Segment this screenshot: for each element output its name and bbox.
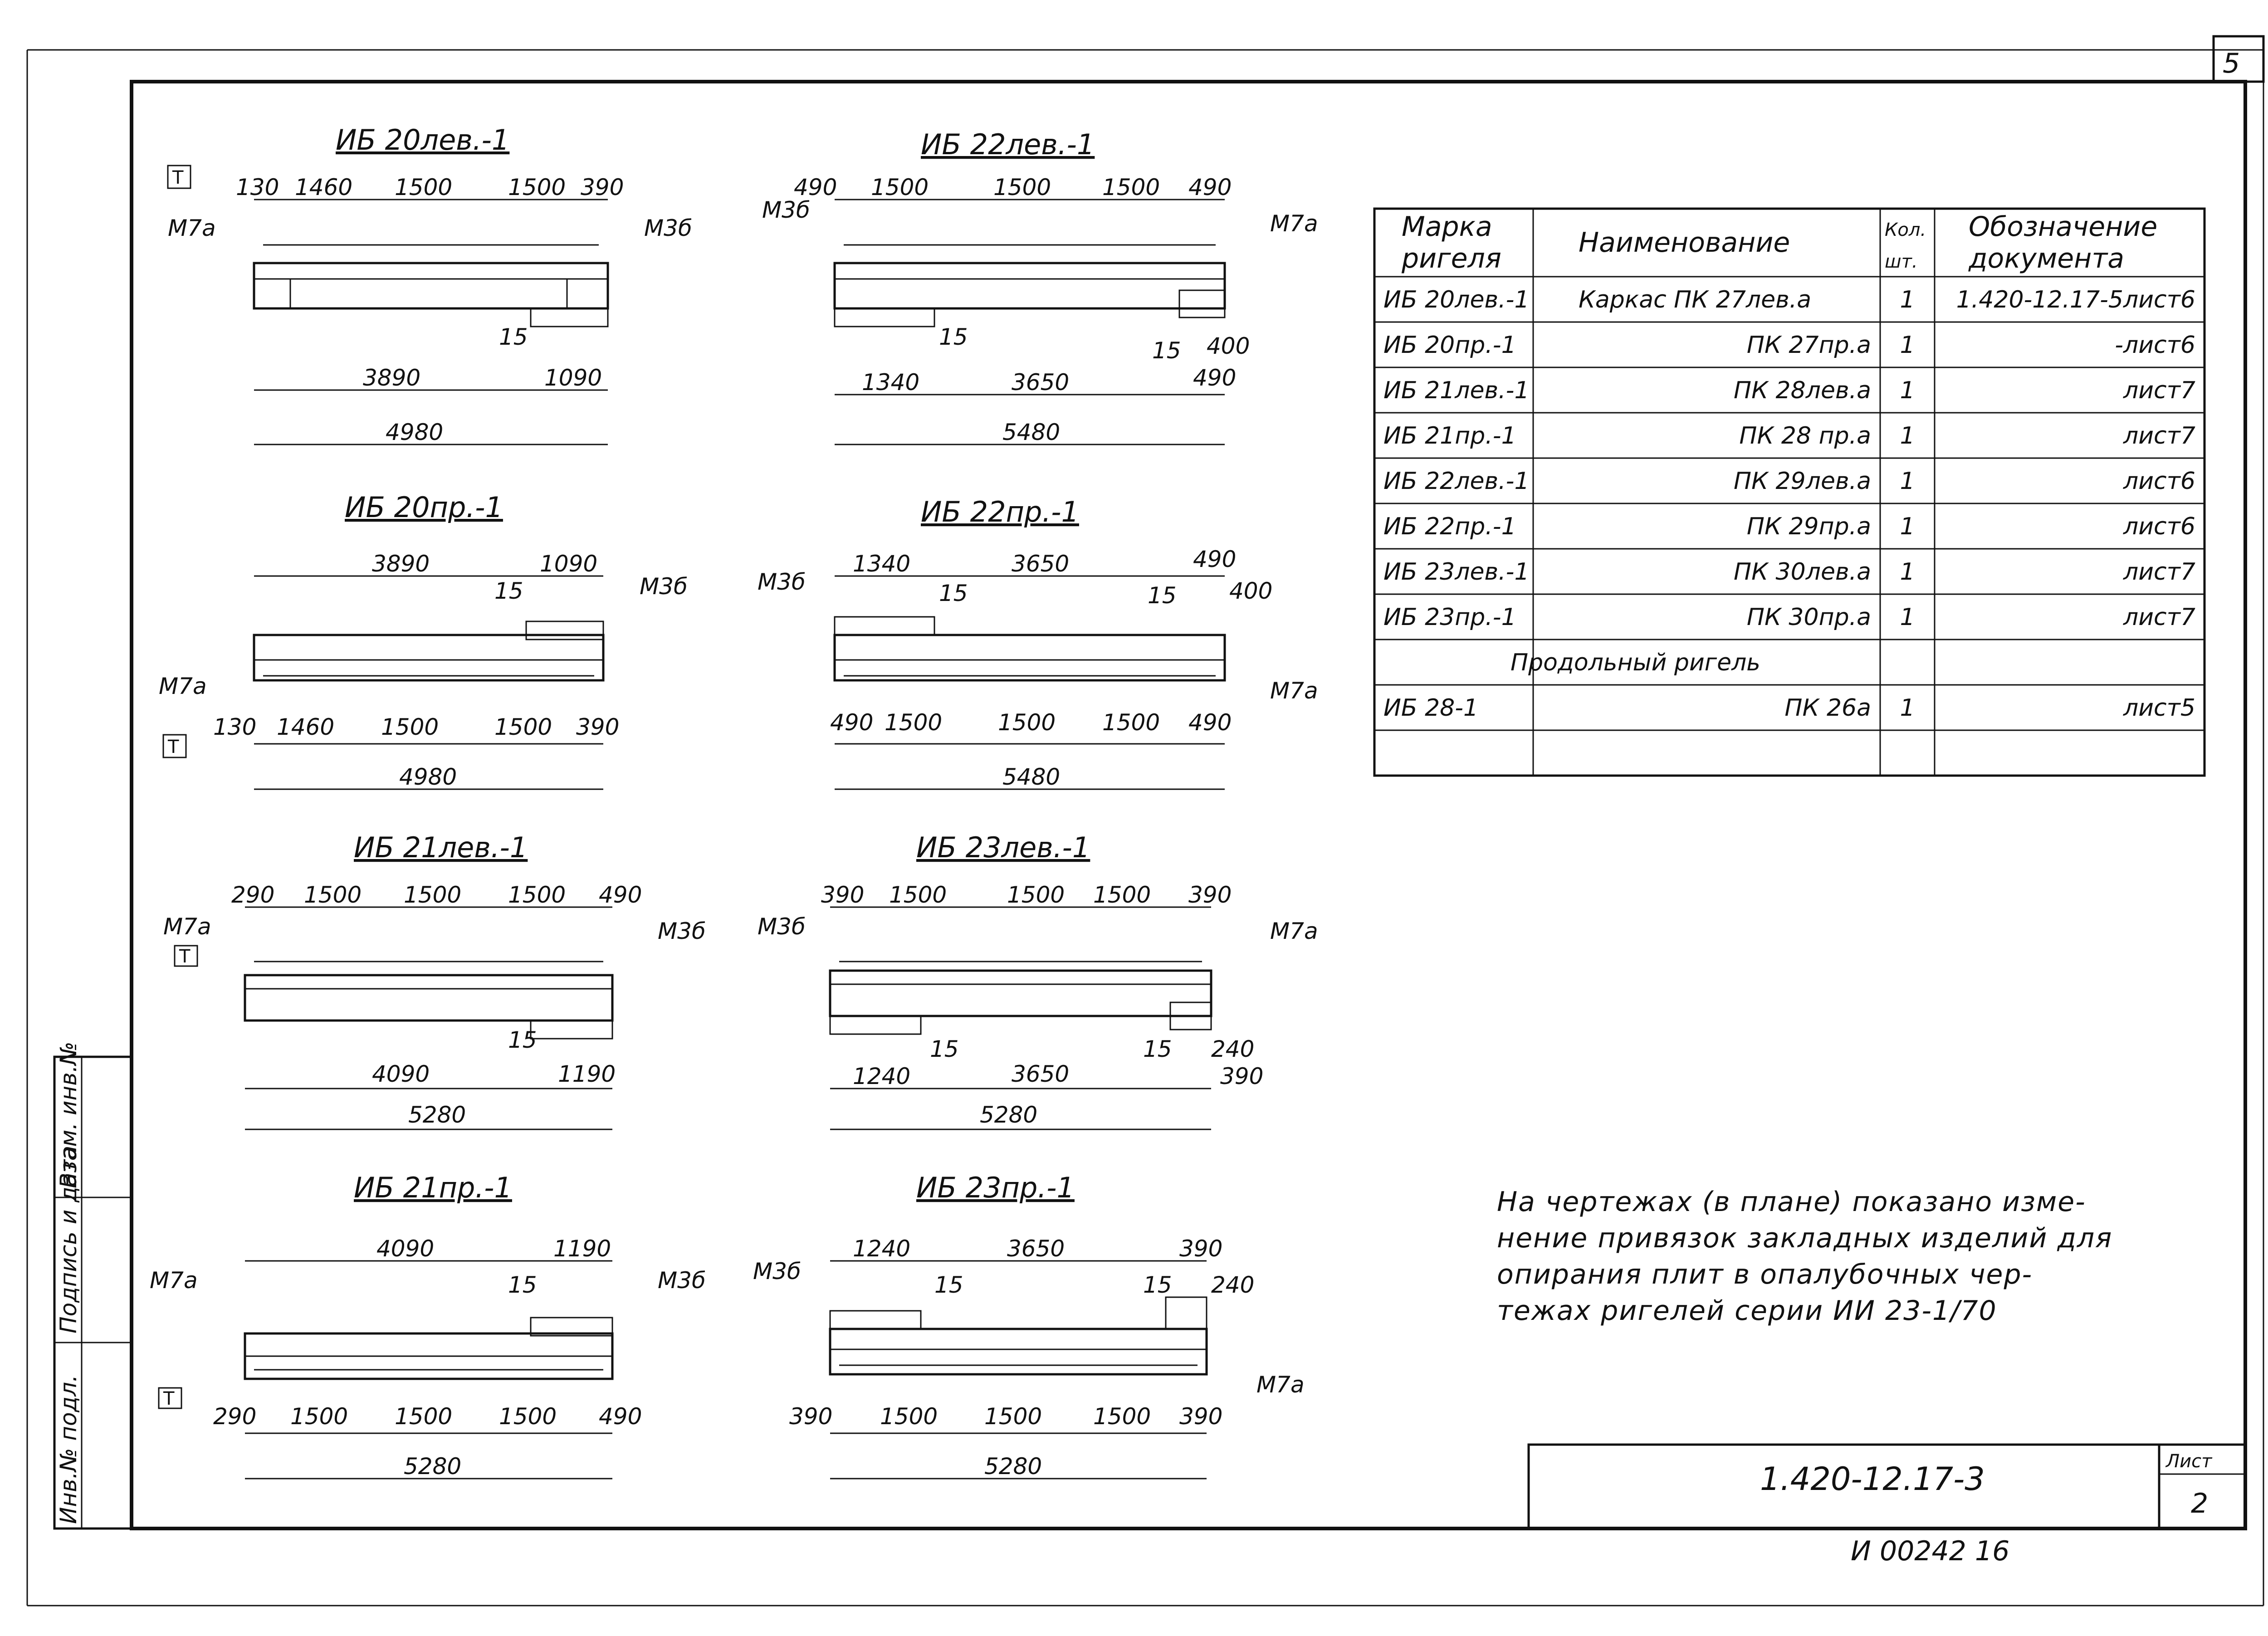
svg-text:490: 490: [1188, 174, 1232, 200]
svg-text:М3б: М3б: [644, 215, 692, 241]
svg-text:490: 490: [1188, 709, 1232, 736]
svg-text:3650: 3650: [1007, 1236, 1065, 1262]
table-cell: лист7: [2123, 422, 2195, 449]
svg-text:390: 390: [1179, 1236, 1223, 1262]
svg-text:3650: 3650: [1012, 551, 1070, 577]
svg-text:1090: 1090: [544, 365, 602, 391]
table-cell: лист5: [2123, 694, 2195, 722]
svg-text:1500: 1500: [1093, 1403, 1151, 1430]
beam-title: ИБ 20лев.-1: [336, 123, 510, 156]
svg-text:4980: 4980: [386, 419, 444, 445]
svg-text:М7а: М7а: [1270, 918, 1318, 944]
svg-text:1500: 1500: [1102, 709, 1160, 736]
svg-text:1500: 1500: [494, 714, 552, 740]
svg-text:1340: 1340: [862, 369, 920, 396]
table-cell: лист6: [2123, 468, 2195, 495]
svg-text:На чертежах (в плане) показано: На чертежах (в плане) показано изме-: [1497, 1186, 2086, 1218]
beam-title: ИБ 20пр.-1: [345, 491, 503, 524]
svg-text:15: 15: [1143, 1272, 1172, 1298]
table-cell: ПК 30пр.а: [1746, 604, 1871, 631]
table-cell: ИБ 21лев.-1: [1383, 377, 1530, 404]
svg-text:1500: 1500: [984, 1403, 1042, 1430]
svg-text:М7а: М7а: [150, 1267, 198, 1294]
table-cell: лист7: [2123, 558, 2195, 586]
svg-text:15: 15: [1152, 337, 1181, 364]
svg-text:1500: 1500: [290, 1403, 348, 1430]
svg-text:1500: 1500: [395, 174, 453, 200]
sheet-label: Лист: [2166, 1451, 2212, 1472]
beam-body: [835, 263, 1225, 308]
table-cell: ИБ 23пр.-1: [1383, 604, 1516, 631]
table-cell: ИБ 20пр.-1: [1383, 332, 1516, 359]
table-cell: ПК 29лев.а: [1734, 468, 1871, 495]
table-cell: 1: [1900, 468, 1915, 495]
svg-text:М3б: М3б: [753, 1258, 801, 1284]
svg-text:15: 15: [939, 580, 968, 606]
svg-text:15: 15: [930, 1036, 959, 1062]
table-cell: 1: [1900, 604, 1915, 631]
svg-text:опирания плит в опалубочных че: опирания плит в опалубочных чер-: [1497, 1259, 2033, 1290]
svg-text:15: 15: [499, 324, 528, 350]
svg-text:М3б: М3б: [658, 1267, 706, 1294]
doc-code: 1.420-12.17-3: [1760, 1460, 1985, 1498]
svg-text:5480: 5480: [1002, 764, 1061, 790]
svg-text:390: 390: [1220, 1063, 1264, 1089]
beam-ib20lev: [168, 123, 692, 445]
svg-text:390: 390: [789, 1403, 833, 1430]
svg-text:490: 490: [599, 882, 642, 908]
note-text: [1497, 1186, 2112, 1327]
sheet-number: 2: [2191, 1488, 2209, 1519]
table-cell: 1.420-12.17-5лист6: [1956, 286, 2195, 313]
svg-text:1500: 1500: [1102, 174, 1160, 200]
stamp-podpis: Подпись и дата: [55, 1145, 82, 1333]
title-block: [1529, 1445, 2245, 1529]
svg-text:Т: Т: [179, 946, 191, 967]
svg-text:15: 15: [934, 1272, 963, 1298]
svg-text:130: 130: [213, 714, 257, 740]
svg-text:Т: Т: [168, 737, 179, 757]
svg-text:490: 490: [830, 709, 874, 736]
svg-text:15: 15: [1148, 582, 1177, 609]
svg-text:390: 390: [821, 882, 865, 908]
table-cell: ПК 28 пр.а: [1739, 422, 1871, 449]
table-header-2: шт.: [1885, 251, 1918, 272]
beam-title: ИБ 23лев.-1: [916, 831, 1090, 864]
svg-text:290: 290: [213, 1403, 257, 1430]
table-cell: ПК 30лев.а: [1734, 558, 1871, 586]
table-cell: лист6: [2123, 513, 2195, 540]
svg-text:3650: 3650: [1012, 369, 1070, 396]
svg-text:3650: 3650: [1012, 1061, 1070, 1087]
svg-text:М3б: М3б: [640, 573, 688, 600]
beam-body: [254, 263, 608, 308]
beam-title: ИБ 22лев.-1: [921, 128, 1095, 161]
table-cell: Каркас ПК 27лев.а: [1579, 286, 1812, 313]
svg-text:15: 15: [508, 1027, 537, 1053]
svg-text:1500: 1500: [304, 882, 362, 908]
svg-text:1500: 1500: [381, 714, 439, 740]
svg-text:240: 240: [1211, 1036, 1255, 1062]
beam-title: ИБ 23пр.-1: [916, 1171, 1075, 1204]
svg-text:490: 490: [599, 1403, 642, 1430]
svg-text:тежах ригелей серии ИИ 23-1/70: тежах ригелей серии ИИ 23-1/70: [1497, 1295, 1997, 1327]
svg-text:М3б: М3б: [658, 918, 706, 944]
svg-text:М7а: М7а: [1270, 678, 1318, 704]
corner-sheet-number: 5: [2223, 48, 2240, 79]
svg-text:1500: 1500: [993, 174, 1051, 200]
svg-text:15: 15: [494, 578, 523, 604]
table-header-3: документа: [1969, 243, 2125, 274]
svg-text:390: 390: [1179, 1403, 1223, 1430]
svg-text:нение привязок закладных издел: нение привязок закладных изделий для: [1497, 1222, 2113, 1254]
svg-text:400: 400: [1229, 578, 1273, 604]
svg-text:1500: 1500: [885, 709, 943, 736]
svg-text:490: 490: [794, 174, 837, 200]
beam-title: ИБ 22пр.-1: [921, 495, 1079, 528]
svg-text:400: 400: [1207, 333, 1250, 359]
svg-text:1500: 1500: [889, 882, 947, 908]
svg-text:490: 490: [1193, 546, 1237, 572]
table-cell: ПК 28лев.а: [1734, 377, 1871, 404]
table-cell: 1: [1900, 422, 1915, 449]
beam-body: [830, 971, 1211, 1016]
beam-body: [830, 1329, 1207, 1374]
table-cell: -лист6: [2115, 332, 2195, 359]
table-cell: ИБ 21пр.-1: [1383, 422, 1516, 449]
svg-text:1190: 1190: [558, 1061, 616, 1087]
spec-table: [1374, 209, 2204, 776]
svg-text:390: 390: [1188, 882, 1232, 908]
table-cell: 1: [1900, 558, 1915, 586]
svg-text:1500: 1500: [998, 709, 1056, 736]
table-cell: лист7: [2123, 377, 2195, 404]
svg-text:15: 15: [939, 324, 968, 350]
table-cell: ПК 27пр.а: [1746, 332, 1871, 359]
svg-text:1500: 1500: [404, 882, 462, 908]
beam-title: ИБ 21лев.-1: [354, 831, 528, 864]
svg-text:М7а: М7а: [168, 215, 216, 241]
svg-text:1460: 1460: [295, 174, 353, 200]
svg-text:290: 290: [231, 882, 275, 908]
svg-text:М3б: М3б: [762, 197, 810, 223]
svg-text:М7а: М7а: [1270, 210, 1318, 237]
svg-text:1500: 1500: [508, 882, 566, 908]
svg-text:240: 240: [1211, 1272, 1255, 1298]
table-cell: 1: [1900, 332, 1915, 359]
beam-ib23pr: [753, 1171, 1305, 1480]
beam-ib22pr: [758, 495, 1318, 790]
svg-text:Т: Т: [172, 167, 184, 188]
svg-text:490: 490: [1193, 365, 1237, 391]
table-cell: лист7: [2123, 604, 2195, 631]
svg-text:1240: 1240: [853, 1063, 911, 1089]
stamp-vzam: Взам. инв.№: [55, 1041, 82, 1188]
svg-text:3890: 3890: [372, 551, 430, 577]
svg-text:Т: Т: [163, 1388, 175, 1409]
svg-text:15: 15: [1143, 1036, 1172, 1062]
table-cell: ИБ 28-1: [1383, 694, 1479, 722]
table-cell: 1: [1900, 377, 1915, 404]
table-header-0: ригеля: [1402, 243, 1501, 274]
beam-ib22lev: [762, 128, 1318, 445]
beam-ib23lev: [758, 831, 1318, 1129]
beam-body: [835, 635, 1225, 680]
svg-text:1500: 1500: [395, 1403, 453, 1430]
beam-ib20pr: [159, 491, 688, 790]
svg-text:1500: 1500: [1093, 882, 1151, 908]
svg-text:1500: 1500: [508, 174, 566, 200]
table-header-0: Марка: [1402, 211, 1492, 243]
table-cell: 1: [1900, 286, 1915, 313]
table-cell: 1: [1900, 513, 1915, 540]
table-header-3: Обозначение: [1969, 211, 2158, 243]
svg-text:1190: 1190: [553, 1236, 611, 1262]
beam-body: [254, 635, 603, 680]
table-header-2: Кол.: [1885, 220, 1926, 240]
svg-text:М3б: М3б: [758, 569, 806, 595]
svg-text:3890: 3890: [363, 365, 421, 391]
svg-text:1500: 1500: [1007, 882, 1065, 908]
svg-text:4090: 4090: [372, 1061, 430, 1087]
table-cell: 1: [1900, 694, 1915, 722]
table-cell: Продольный ригель: [1510, 649, 1760, 676]
svg-text:5280: 5280: [980, 1102, 1038, 1128]
svg-text:М7а: М7а: [159, 673, 207, 699]
svg-text:390: 390: [581, 174, 624, 200]
svg-text:15: 15: [508, 1272, 537, 1298]
svg-text:4980: 4980: [399, 764, 457, 790]
svg-text:М7а: М7а: [1256, 1372, 1305, 1398]
svg-text:М3б: М3б: [758, 913, 806, 940]
table-cell: ПК 26а: [1784, 694, 1871, 722]
svg-text:5280: 5280: [408, 1102, 466, 1128]
svg-text:1090: 1090: [540, 551, 598, 577]
stamp-inv-podl: Инв.№ подл.: [55, 1374, 82, 1524]
svg-text:1240: 1240: [853, 1236, 911, 1262]
svg-text:М7а: М7а: [163, 913, 211, 940]
beam-title: ИБ 21пр.-1: [354, 1171, 512, 1204]
svg-text:1460: 1460: [277, 714, 335, 740]
beam-body: [245, 975, 612, 1021]
table-header-1: Наименование: [1579, 227, 1790, 259]
beam-ib21lev: [163, 831, 706, 1129]
beam-ib21pr: [150, 1171, 706, 1480]
side-stamp: [54, 1041, 132, 1529]
table-cell: ИБ 20лев.-1: [1383, 286, 1530, 313]
svg-text:1500: 1500: [880, 1403, 938, 1430]
table-cell: ПК 29пр.а: [1746, 513, 1871, 540]
svg-text:4090: 4090: [376, 1236, 435, 1262]
svg-text:5480: 5480: [1002, 419, 1061, 445]
svg-text:390: 390: [576, 714, 620, 740]
svg-text:130: 130: [236, 174, 279, 200]
table-cell: ИБ 22пр.-1: [1383, 513, 1516, 540]
svg-text:5280: 5280: [984, 1453, 1042, 1480]
svg-text:1500: 1500: [871, 174, 929, 200]
svg-text:1500: 1500: [499, 1403, 557, 1430]
svg-text:1340: 1340: [853, 551, 911, 577]
footer-inventory-number: И 00242 16: [1851, 1535, 2010, 1567]
svg-text:5280: 5280: [404, 1453, 462, 1480]
table-cell: ИБ 23лев.-1: [1383, 558, 1530, 586]
table-cell: ИБ 22лев.-1: [1383, 468, 1530, 495]
